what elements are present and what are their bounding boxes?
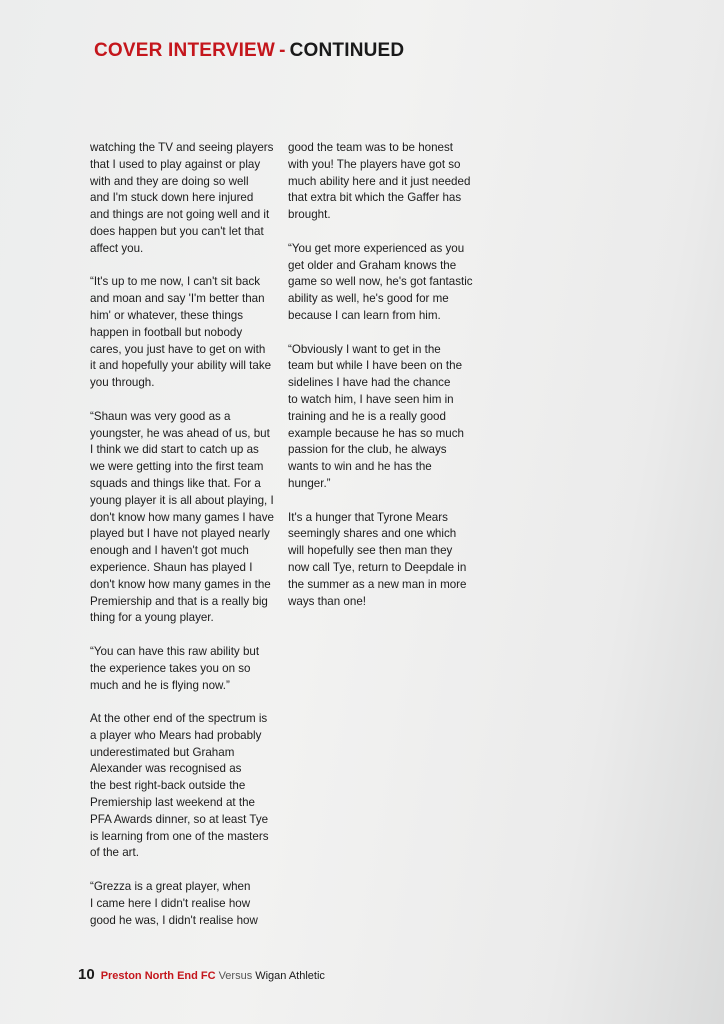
article-line: of the art.: [90, 846, 139, 860]
article-line: with you! The players have got so: [288, 157, 461, 171]
article-line: good he was, I didn't realise how: [90, 913, 258, 927]
article-line: a player who Mears had probably: [90, 728, 262, 742]
article-line: does happen but you can't let that: [90, 224, 264, 238]
article-line: with and they are doing so well: [90, 174, 249, 188]
article-line: because I can learn from him.: [288, 308, 441, 322]
article-line: thing for a young player.: [90, 611, 214, 625]
article-line: “Grezza is a great player, when: [90, 880, 251, 894]
article-line: happen in football but nobody: [90, 325, 243, 339]
article-line: “You can have this raw ability but: [90, 644, 260, 658]
article-line: experience. Shaun has played I: [90, 560, 253, 574]
article-line: much ability here and it just needed: [288, 174, 471, 188]
article-line: team but while I have been on the: [288, 359, 463, 373]
article-line: and moan and say 'I'm better than: [90, 292, 265, 306]
article-line: training and he is a really good: [288, 409, 446, 423]
article-line: “It's up to me now, I can't sit back: [90, 275, 261, 289]
heading-separator: -: [279, 40, 286, 61]
article-line: seemingly shares and one which: [288, 527, 457, 541]
article-line: is learning from one of the masters: [90, 829, 269, 843]
article-line: squads and things like that. For a: [90, 476, 261, 490]
article-line: don't know how many games in the: [90, 577, 271, 591]
article-line: Alexander was recognised as: [90, 762, 242, 776]
article-column-left: [90, 140, 290, 946]
article-paragraph: [90, 409, 290, 627]
article-line: At the other end of the spectrum is: [90, 712, 268, 726]
article-line: “Obviously I want to get in the: [288, 342, 441, 356]
article-line: him' or whatever, these things: [90, 308, 244, 322]
heading-title: COVER INTERVIEW: [94, 40, 276, 61]
article-line: “Shaun was very good as a: [90, 409, 231, 423]
article-line: sidelines I have had the chance: [288, 376, 451, 390]
article-line: now call Tye, return to Deepdale in: [288, 560, 467, 574]
article-line: “You get more experienced as you: [288, 241, 465, 255]
article-line: youngster, he was ahead of us, but: [90, 426, 270, 440]
article-line: and I'm stuck down here injured: [90, 191, 254, 205]
article-line: example because he has so much: [288, 426, 464, 440]
article-line: it and hopefully your ability will take: [90, 359, 272, 373]
article-line: enough and I haven't got much: [90, 544, 249, 558]
article-line: I think we did start to catch up as: [90, 443, 259, 457]
article-paragraph: [90, 140, 290, 258]
article-line: Premiership last weekend at the: [90, 796, 255, 810]
article-paragraph: [90, 274, 290, 392]
heading-subtitle: CONTINUED: [289, 40, 405, 61]
article-line: affect you.: [90, 241, 144, 255]
article-line: Premiership and that is a really big: [90, 594, 268, 608]
article-line: we were getting into the first team: [90, 460, 264, 474]
article-paragraph: [288, 241, 488, 325]
versus-label: Versus: [218, 970, 253, 982]
article-line: much and he is flying now.”: [90, 678, 230, 692]
article-paragraph: [90, 879, 290, 929]
article-line: watching the TV and seeing players: [90, 141, 274, 154]
away-team: Wigan Athletic: [255, 970, 325, 982]
article-line: PFA Awards dinner, so at least Tye: [90, 812, 269, 826]
article-line: wants to win and he has the: [288, 460, 432, 474]
page-number: 10: [78, 966, 95, 983]
article-line: that I used to play against or play: [90, 157, 261, 171]
article-line: hunger.”: [288, 476, 331, 490]
article-paragraph: [90, 711, 290, 862]
article-line: played but I have not played nearly: [90, 527, 270, 541]
article-paragraph: [288, 342, 488, 493]
article-paragraph: [90, 644, 290, 694]
article-line: get older and Graham knows the: [288, 258, 457, 272]
article-line: ability as well, he's good for me: [288, 292, 449, 306]
page-heading: [94, 40, 404, 62]
article-line: don't know how many games I have: [90, 510, 274, 524]
article-line: will hopefully see then man they: [288, 544, 453, 558]
article-line: and things are not going well and it: [90, 208, 270, 222]
article-line: game so well now, he's got fantastic: [288, 275, 473, 289]
article-line: ways than one!: [288, 594, 366, 608]
article-line: the experience takes you on so: [90, 661, 251, 675]
article-line: brought.: [288, 208, 331, 222]
article-line: the best right-back outside the: [90, 779, 246, 793]
article-line: that extra bit which the Gaffer has: [288, 191, 462, 205]
article-line: good the team was to be honest: [288, 141, 454, 154]
home-team: Preston North End FC: [100, 970, 216, 982]
article-paragraph: [288, 140, 488, 224]
article-line: underestimated but Graham: [90, 745, 235, 759]
article-line: you through.: [90, 376, 155, 390]
article-line: passion for the club, he always: [288, 443, 447, 457]
article-paragraph: [288, 510, 488, 611]
article-line: I came here I didn't realise how: [90, 896, 251, 910]
article-line: young player it is all about playing, I: [90, 493, 274, 507]
article-line: It's a hunger that Tyrone Mears: [288, 510, 448, 524]
article-line: the summer as a new man in more: [288, 577, 467, 591]
article-line: to watch him, I have seen him in: [288, 392, 454, 406]
article-column-right: [288, 140, 488, 627]
article-line: cares, you just have to get on with: [90, 342, 266, 356]
page-footer: [78, 966, 325, 983]
